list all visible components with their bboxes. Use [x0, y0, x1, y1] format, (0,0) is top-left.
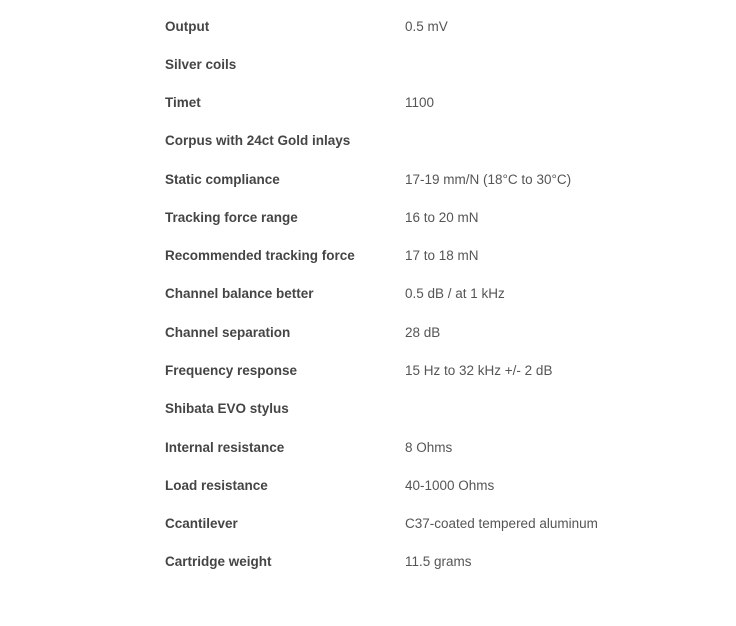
spec-value: 0.5 dB / at 1 kHz [405, 286, 505, 302]
spec-value: 17-19 mm/N (18°C to 30°C) [405, 171, 572, 187]
spec-row-channel-separation [165, 313, 685, 351]
spec-value: C37-coated tempered aluminum [405, 516, 598, 532]
spec-label: Timet [165, 95, 201, 111]
spec-label: Tracking force range [165, 209, 298, 225]
spec-value: 11.5 grams [405, 554, 472, 570]
spec-row-internal-resistance [165, 428, 685, 466]
spec-row-cartridge-weight [165, 543, 685, 581]
spec-label: Load resistance [165, 477, 268, 493]
spec-row-channel-balance [165, 275, 685, 313]
spec-label: Channel balance better [165, 286, 314, 302]
spec-row-cantilever [165, 504, 685, 542]
spec-value: 16 to 20 mN [405, 209, 479, 225]
spec-label: Ccantilever [165, 516, 238, 532]
spec-value: 8 Ohms [405, 439, 453, 455]
spec-label: Output [165, 18, 210, 34]
spec-label: Internal resistance [165, 439, 285, 455]
spec-table [165, 7, 685, 581]
spec-label: Channel separation [165, 324, 291, 340]
spec-value: 17 to 18 mN [405, 248, 479, 264]
spec-row-timet [165, 84, 685, 122]
spec-row-frequency-response [165, 351, 685, 389]
spec-value: 0.5 mV [405, 18, 448, 34]
spec-row-static-compliance [165, 160, 685, 198]
spec-label: Silver coils [165, 56, 237, 72]
spec-label: Frequency response [165, 363, 298, 379]
spec-label: Shibata EVO stylus [165, 401, 289, 417]
spec-value: 15 Hz to 32 kHz +/- 2 dB [405, 363, 553, 379]
spec-row-load-resistance [165, 466, 685, 504]
spec-row-shibata-stylus [165, 390, 685, 428]
spec-value: 1100 [405, 95, 435, 111]
spec-row-recommended-tracking-force [165, 237, 685, 275]
spec-row-corpus [165, 122, 685, 160]
spec-label: Cartridge weight [165, 554, 272, 570]
spec-value: 40-1000 Ohms [405, 477, 495, 493]
spec-label: Recommended tracking force [165, 248, 355, 264]
spec-row-silver-coils [165, 45, 685, 83]
spec-value: 28 dB [405, 324, 441, 340]
spec-label: Corpus with 24ct Gold inlays [165, 133, 351, 149]
spec-row-output [165, 7, 685, 45]
spec-label: Static compliance [165, 171, 280, 187]
spec-row-tracking-force-range [165, 198, 685, 236]
